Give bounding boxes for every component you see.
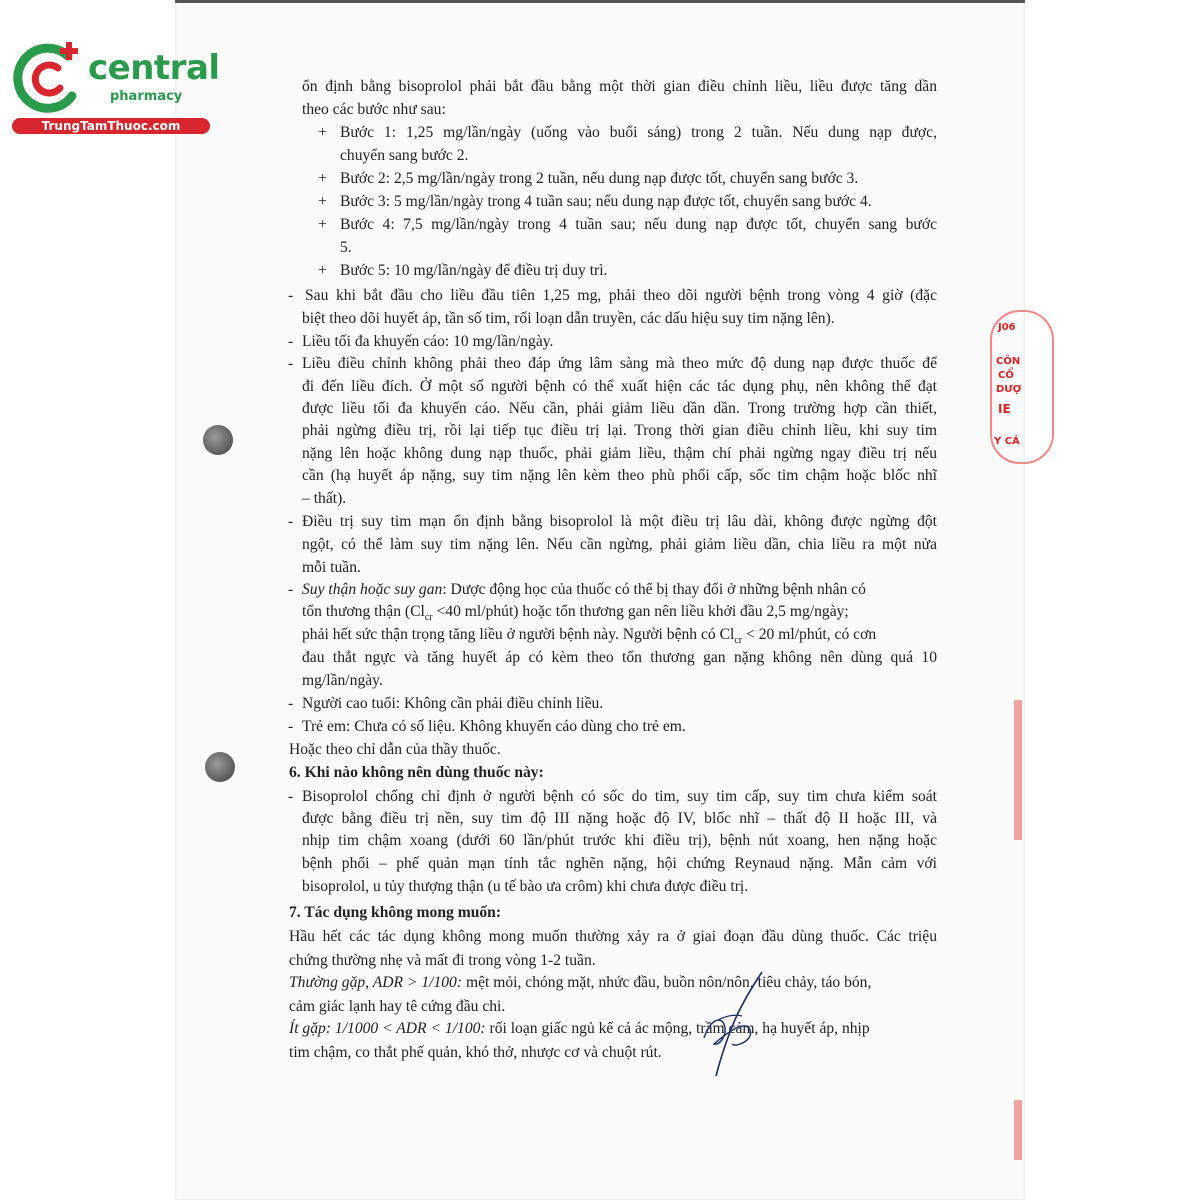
logo-name: central [88,48,220,88]
text-line: được bằng điều trị nền, suy tim độ III nặng hoặc độ IV, blốc nhĩ – thất độ II hoặc III, và [302,810,937,827]
text-line: ổn định bằng bisoprolol phải bắt đầu bằng một thời gian điều chỉnh liều, liều được tăng dần [302,78,937,95]
dash-bullet: - [288,333,294,350]
text-line: chuyển sang bước 2. [340,147,469,164]
text-line: Bước 4: 7,5 mg/lần/ngày trong 4 tuần sau; nếu dung nạp được tốt, chuyển sang bước [340,216,937,233]
dash-bullet: - [288,287,294,304]
text-line: cần (hạ huyết áp nặng, suy tim nặng lên kèm theo phù phổi cấp, sốc tim chậm hoặc blốc nhĩ [302,467,937,484]
text-line: chứng thường nhẹ và mất đi trong vòng 1-2 tuần. [289,952,596,969]
text-line: theo các bước như sau: [302,101,446,118]
plus-bullet: + [318,124,327,141]
text-line: Sau khi bắt đầu cho liều đầu tiên 1,25 mg, phải theo dõi người bệnh trong vòng 4 giờ (đặc [305,287,937,304]
stamp-text: Y CÁ [994,436,1020,447]
text-span: < 20 ml/phút, có cơn [742,626,877,643]
text-line: nhịp tim chậm xoang (dưới 60 lần/phút trước khi điều trị), bệnh nút xoang, hen nặng hoặc [302,832,937,849]
dash-bullet: - [288,355,294,372]
text-line: cảm giác lạnh hay tê cứng đầu chi. [289,998,506,1015]
text-line: Trẻ em: Chưa có số liệu. Không khuyến cáo dùng cho trẻ em. [302,718,686,735]
text-line: Bước 5: 10 mg/lần/ngày để điều trị duy trì. [340,262,608,279]
dash-bullet: - [288,513,294,530]
text-line [302,601,849,624]
text-line: Bisoprolol chống chỉ định ở người bệnh có sốc do tim, suy tim cấp, suy tim chưa kiểm soát [302,788,937,805]
text-span: mệt mỏi, chóng mặt, nhức đầu, buồn nôn/nôn, tiêu chảy, táo bón, [462,974,872,991]
section-heading-6: 6. Khi nào không nên dùng thuốc này: [289,764,544,781]
text-line [289,972,871,995]
text-line: ngột, có thể làm suy tim nặng lên. Nếu cần ngừng, phải giảm liều dần, chia liều ra một nửa [302,536,937,553]
dash-bullet: - [288,695,294,712]
text-line: Hoặc theo chỉ dẫn của thầy thuốc. [289,741,501,758]
signature-icon [690,960,780,1080]
text-line: Bước 1: 1,25 mg/lần/ngày (uống vào buổi sáng) trong 2 tuần. Nếu dung nạp được, [340,124,937,141]
dash-bullet: - [288,581,294,598]
text-span: <40 ml/phút) hoặc tổn thương gan nên liều khởi đầu 2,5 mg/ngày; [432,603,849,620]
text-line: đau thắt ngực và tăng huyết áp có kèm theo tổn thương gan nặng không nên dùng quá 10 [302,649,937,666]
text-line [289,1018,870,1041]
text-line: mỗi tuần. [302,559,361,576]
subscript: cr [734,635,743,647]
text-line: mg/lần/ngày. [302,672,383,689]
stamp-text: CỔ [998,370,1014,381]
dash-bullet: - [288,788,294,805]
italic-label: Ít gặp: 1/1000 < ADR < 1/100: [289,1020,486,1037]
stamp-text: J06 [998,322,1016,333]
text-span: phải hết sức thận trọng tăng liều ở người bệnh này. Người bệnh có Cl [302,626,735,643]
text-line: Hầu hết các tác dụng không mong muốn thường xảy ra ở giai đoạn đầu dùng thuốc. Các triệu [289,928,937,945]
text-line: biệt theo dõi huyết áp, tần số tim, rối loạn dẫn truyền, các dấu hiệu suy tim nặng lên). [302,310,835,327]
stamp-text: CÔN [996,356,1021,367]
stamp-text: IE [998,402,1011,416]
text-span: rối loạn giấc ngủ kể cả ác mộng, trầm cảm, hạ huyết áp, nhịp [485,1020,870,1037]
text-span: tổn thương thận (Cl [302,603,425,620]
subscript: cr [424,612,433,624]
text-line [302,624,876,647]
logo-site-band: TrungTamThuoc.com [12,118,210,134]
logo-subtitle: pharmacy [110,89,183,104]
italic-label: Thường gặp, ADR > 1/100: [289,974,463,991]
section-heading-7: 7. Tác dụng không mong muốn: [289,904,502,921]
plus-bullet: + [318,262,327,279]
text-line: – thất). [302,490,347,507]
text-line: Điều trị suy tim mạn ổn định bằng bisoprolol là một điều trị lâu dài, không được ngừng đột [302,513,937,530]
text-line: bisoprolol, u tủy thượng thận (u tế bào ưa crôm) khi chưa được điều trị. [302,878,749,895]
plus-bullet: + [318,216,327,233]
plus-bullet: + [318,193,327,210]
text-span: : Dược động học của thuốc có thể bị thay đổi ở những bệnh nhân có [442,581,866,598]
dash-bullet: - [288,718,294,735]
text-line: bệnh phổi – phế quản mạn tính tắc nghẽn nặng, hội chứng Reynaud nặng. Mẫn cảm với [302,855,937,872]
text-line: nặng lên hoặc không dung nạp thuốc, phải giảm liều, thậm chí phải ngừng ngay điều trị nếu [302,445,937,462]
text-line: được liều tối đa khuyến cáo. Nếu cần, phải giảm liều dần dần. Trong trường hợp cần thiết, [302,400,937,417]
text-line: Liều điều chỉnh không phải theo đáp ứng lâm sàng mà theo mức độ dung nạp được thuốc để [302,355,937,372]
text-line: tim chậm, co thắt phế quản, khó thở, nhược cơ và chuột rút. [289,1044,662,1061]
text-line: Liều tối đa khuyến cáo: 10 mg/lần/ngày. [302,333,554,350]
plus-bullet: + [318,170,327,187]
text-line [302,579,937,602]
text-line: 5. [340,239,352,256]
text-line: Người cao tuổi: Không cần phải điều chỉnh liều. [302,695,604,712]
text-line: phải ngừng điều trị, rồi lại tiếp tục điều trị lại. Trong thời gian điều chỉnh liều, khi suy tim [302,422,937,439]
text-line: Bước 3: 5 mg/lần/ngày trong 4 tuần sau; nếu dung nạp được tốt, chuyển sang bước 4. [340,193,872,210]
italic-label: Suy thận hoặc suy gan [302,581,443,598]
text-line: đi đến liều đích. Ở một số người bệnh có thể xuất hiện các tác dụng phụ, nên không thể đạt [302,378,937,395]
text-line: Bước 2: 2,5 mg/lần/ngày trong 2 tuần, nếu dung nạp được tốt, chuyển sang bước 3. [340,170,859,187]
stamp-text: DƯỢ [996,384,1022,395]
